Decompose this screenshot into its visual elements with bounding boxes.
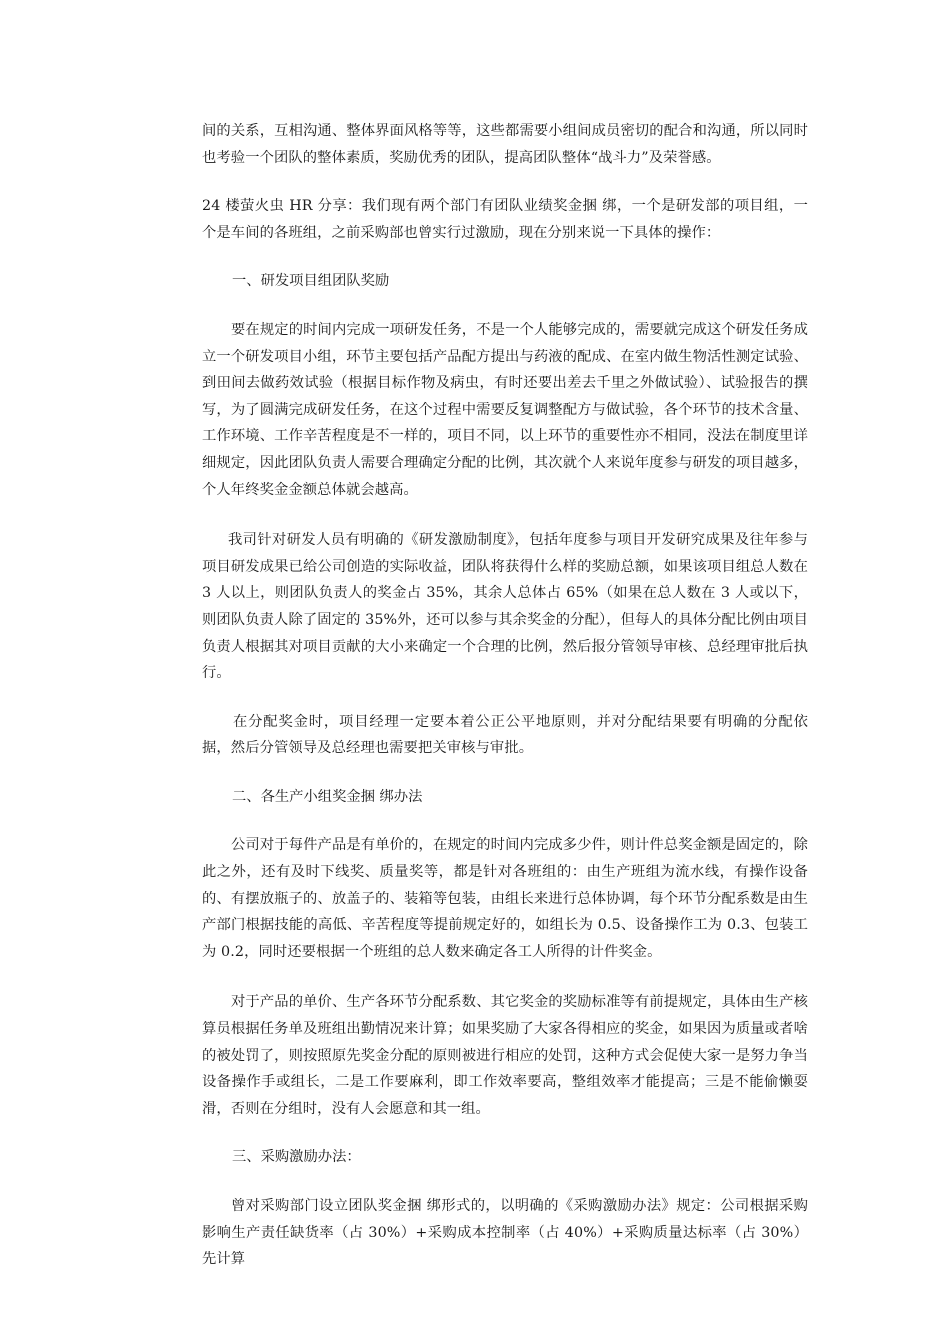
paragraph-production-calculation: 对于产品的单价、生产各环节分配系数、其它奖金的奖励标准等有前提规定，具体由生产核算员根据任务单及班组出勤情况来计算；如果奖励了大家各得相应的奖金，如果因为质量或者啥的被处罚了，则按照原先奖金分配的原则被进行相应的处罚，这种方式会促使大家一是努力争当设备操作手或组长，二是工作要麻利，即工作效率要高，整组效率才能提高；三是不能偷懒耍滑，否则在分组时，没有人会愿意和其一组。 <box>202 994 808 1117</box>
paragraph-intro: 间的关系，互相沟通、整体界面风格等等，这些都需要小组间成员密切的配合和沟通，所以同时也考验一个团队的整体素质，奖励优秀的团队，提高团队整体“战斗力”及荣誉感。 <box>202 123 808 166</box>
section-heading-purchasing: 三、采购激励办法： <box>232 1149 361 1166</box>
paragraph-production-piecework: 公司对于每件产品是有单价的，在规定的时间内完成多少件，则计件总奖金额是固定的，除此之外，还有及时下线奖、质量奖等，都是针对各班组的：由生产班组为流水线，有操作设备的、有摆放瓶子的、放盖子的、装箱等包装，由组长来进行总体协调，每个环节分配系数是由生产部门根据技能的高低、辛苦程度等提前规定好的，如组长为 0.5、设备操作工为 0.3、包装工为 0.2，同时还要根据一个班组的总人数来确定各工人所得的计件奖金。 <box>202 837 808 960</box>
paragraph-purchasing-incentive: 曾对采购部门设立团队奖金捆 绑形式的，以明确的《采购激励办法》规定：公司根据采购影响生产责任缺货率（占 30%）+采购成本控制率（占 40%）+采购质量达标率（占 30%）先计算 <box>202 1198 808 1268</box>
section-heading-rd-team: 一、研发项目组团队奖励 <box>232 273 390 290</box>
paragraph-rd-distribution: 在分配奖金时，项目经理一定要本着公正公平地原则，并对分配结果要有明确的分配依据，然后分管领导及总经理也需要把关审核与审批。 <box>202 713 808 757</box>
paragraph-rd-policy: 我司针对研发人员有明确的《研发激励制度》，包括年度参与项目开发研究成果及往年参与项目研发成果已给公司创造的实际收益，团队将获得什么样的奖励总额，如果该项目组总人数在 3 人以上，则团队负责人的奖金占 35%，其余人总体占 65%（如果在总人数在 3 人或以下，则团队负责人除了固定的 35%外，还可以参与其余奖金的分配），但每人的具体分配比例由项目负责人根据其对项目贡献的大小来确定一个合理的比例，然后报分管领导审核、总经理审批后执行。 <box>202 532 808 682</box>
paragraph-rd-task: 要在规定的时间内完成一项研发任务，不是一个人能够完成的，需要就完成这个研发任务成立一个研发项目小组，环节主要包括产品配方提出与药液的配成、在室内做生物活性测定试验、到田间去做药效试验（根据目标作物及病虫，有时还要出差去千里之外做试验）、试验报告的撰写，为了圆满完成研发任务，在这个过程中需要反复调整配方与做试验，各个环节的技术含量、工作环境、工作辛苦程度是不一样的，项目不同，以上环节的重要性亦不相同，没法在制度里详细规定，因此团队负责人需要合理确定分配的比例，其次就个人来说年度参与研发的项目越多，个人年终奖金金额总体就会越高。 <box>202 321 808 498</box>
paragraph-hr-share: 24 楼萤火虫 HR 分享：我们现有两个部门有团队业绩奖金捆 绑，一个是研发部的项目组，一个是车间的各班组，之前采购部也曾实行过激励，现在分别来说一下具体的操作： <box>202 198 808 241</box>
section-heading-production: 二、各生产小组奖金捆 绑办法 <box>232 788 423 805</box>
